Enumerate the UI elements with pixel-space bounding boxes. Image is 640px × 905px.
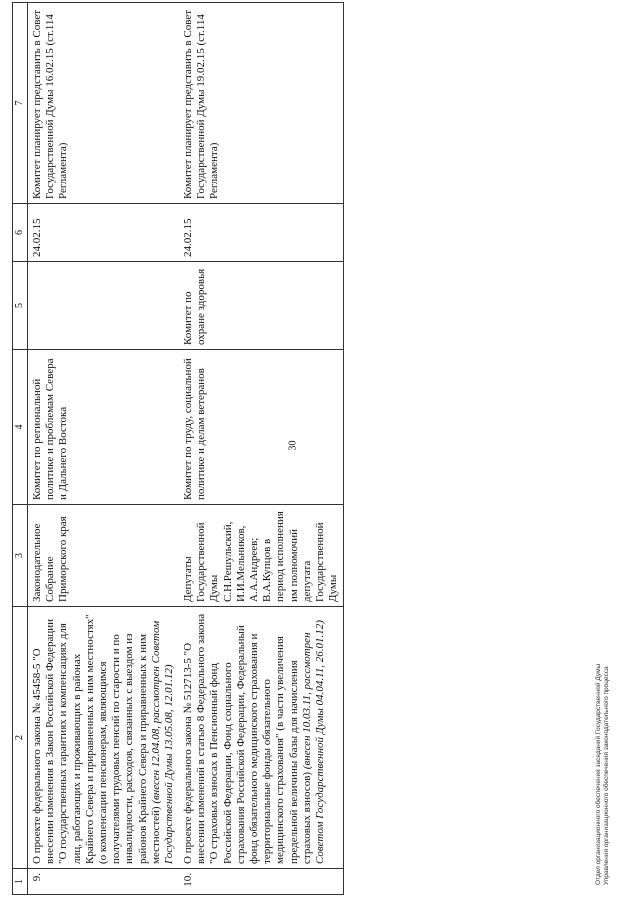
co-committee-cell: Комитет по охране здоровья (179, 262, 344, 350)
author-cell: Законодательное Собрание Приморского края (28, 505, 180, 607)
bill-number: О проекте федерального закона № 45458-5 (31, 663, 43, 864)
author-cell: Депутаты Государственной Думы С.Н.Решульский, И.И.Мельников, А.А.Андреев; В.А.Купцов в период исполнения им полномочий депутата Государственной Думы (179, 505, 344, 607)
bill-status-note: (внесен 10.03.11, рассмотрен Советом Государственной Думы 04.04.11, 26.01.12) (300, 620, 326, 864)
bill-number: О проекте федерального закона № 512713-5 (182, 658, 195, 864)
committee-cell: Комитет по труду, социальной политике и делам ветеранов (179, 350, 344, 505)
page-number: 30 (287, 440, 299, 451)
footer-line: Управления организационного обеспечения законодательного процесса (603, 666, 611, 885)
bills-table (12, 2, 344, 895)
date-cell: 24.02.15 (28, 204, 180, 262)
footer-note (595, 664, 612, 885)
bill-description: (в части увеличения предельной величины базы для начисления страховых взносов) (274, 636, 313, 864)
column-number: 4 (13, 350, 28, 505)
decision-cell: Комитет планирует представить в Совет Государственной Думы 19.02.15 (ст.114 Регламента) (179, 3, 344, 204)
column-number: 1 (13, 869, 28, 895)
co-committee-cell (28, 262, 180, 350)
table-row (28, 3, 180, 895)
column-number: 5 (13, 262, 28, 350)
column-number-row (13, 3, 28, 895)
bill-title: "О внесении изменений в статью 8 Федерального закона "О страховых взносах в Пенсионный фонд Российской Федерации, Фонд социального страхования Российской Федерации, Федеральный фонд обязательного медицинского страхования и территориальные фонды обязательного медицинского страхования" (182, 613, 287, 864)
column-number: 6 (13, 204, 28, 262)
bill-description: (о компенсации пенсионерам, являющимся получателями трудовых пенсий по старости и по инвалидности, расходов, связанных с выездом из районов Крайнего Севера и приравненных к ним местностей) (96, 633, 162, 864)
footer-line: Отдел организационного обеспечения заседаний Государственной Думы (595, 663, 602, 885)
column-number: 3 (13, 505, 28, 607)
date-cell: 24.02.15 (179, 204, 344, 262)
committee-cell: Комитет по региональной политике и проблемам Севера и Дальнего Востока (28, 350, 180, 505)
row-number: 9. (28, 869, 180, 895)
bill-title: "О внесении изменения в Закон Российской Федерации "О государственных гарантиях и компенсациях для лиц, работающих и проживающих в районах Крайнего Севера и приравненных к ним местностях" (31, 614, 96, 864)
decision-cell: Комитет планирует представить в Совет Государственной Думы 16.02.15 (ст.114 Регламента) (28, 3, 180, 204)
bill-cell (179, 607, 344, 869)
bill-status-note: (внесен 12.04.08, рассмотрен Советом Государственной Думы 13.05.08, 12.01.12) (149, 620, 175, 864)
column-number: 2 (13, 607, 28, 869)
table-row (179, 3, 344, 895)
column-number: 7 (13, 3, 28, 204)
bill-cell (28, 607, 180, 869)
row-number: 10. (179, 869, 344, 895)
